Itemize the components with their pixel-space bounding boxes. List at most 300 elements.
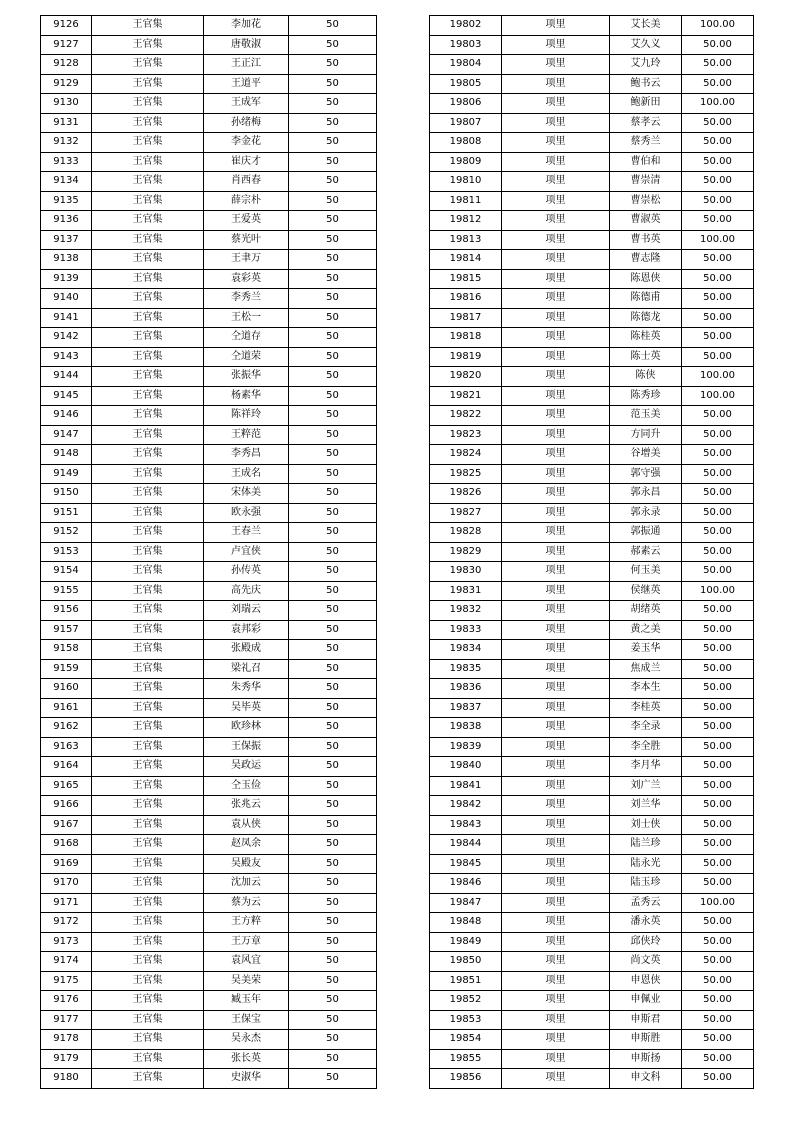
table-row <box>41 991 377 1011</box>
id-cell: 9177 <box>41 1010 92 1030</box>
amount-cell: 50.00 <box>682 464 754 484</box>
amount-cell: 50 <box>289 1030 377 1050</box>
id-cell: 9141 <box>41 308 92 328</box>
table-row <box>41 1069 377 1089</box>
name-cell: 卢宜侠 <box>204 542 289 562</box>
name-cell: 肖西春 <box>204 172 289 192</box>
id-cell: 9163 <box>41 737 92 757</box>
village-cell: 王官集 <box>92 796 204 816</box>
table-row <box>41 289 377 309</box>
name-cell: 张长英 <box>204 1049 289 1069</box>
amount-cell: 50 <box>289 854 377 874</box>
name-cell: 李本生 <box>610 679 682 699</box>
id-cell: 19849 <box>430 932 502 952</box>
table-row <box>41 1010 377 1030</box>
table-row <box>430 133 754 153</box>
table-row <box>430 308 754 328</box>
id-cell: 19814 <box>430 250 502 270</box>
table-row <box>430 932 754 952</box>
amount-cell: 50.00 <box>682 640 754 660</box>
id-cell: 19835 <box>430 659 502 679</box>
amount-cell: 50.00 <box>682 250 754 270</box>
village-cell: 王官集 <box>92 328 204 348</box>
village-cell: 王官集 <box>92 1069 204 1089</box>
amount-cell: 100.00 <box>682 230 754 250</box>
table-row <box>41 679 377 699</box>
name-cell: 方同升 <box>610 425 682 445</box>
amount-cell: 50.00 <box>682 484 754 504</box>
village-cell: 项里 <box>502 718 610 738</box>
village-cell: 王官集 <box>92 464 204 484</box>
name-cell: 曹伯和 <box>610 152 682 172</box>
name-cell: 王万章 <box>204 932 289 952</box>
id-cell: 19834 <box>430 640 502 660</box>
table-row <box>430 269 754 289</box>
name-cell: 沈加云 <box>204 874 289 894</box>
village-cell: 王官集 <box>92 347 204 367</box>
name-cell: 袁彩英 <box>204 269 289 289</box>
amount-cell: 50.00 <box>682 406 754 426</box>
village-cell: 王官集 <box>92 601 204 621</box>
name-cell: 陈士英 <box>610 347 682 367</box>
amount-cell: 50.00 <box>682 172 754 192</box>
village-cell: 王官集 <box>92 932 204 952</box>
village-cell: 王官集 <box>92 835 204 855</box>
village-cell: 王官集 <box>92 893 204 913</box>
amount-cell: 50.00 <box>682 1010 754 1030</box>
village-cell: 王官集 <box>92 757 204 777</box>
village-cell: 王官集 <box>92 737 204 757</box>
table-row <box>430 523 754 543</box>
amount-cell: 50 <box>289 445 377 465</box>
village-cell: 项里 <box>502 698 610 718</box>
name-cell: 高先庆 <box>204 581 289 601</box>
village-cell: 王官集 <box>92 581 204 601</box>
table-row <box>430 757 754 777</box>
amount-cell: 50 <box>289 932 377 952</box>
table-row <box>41 152 377 172</box>
id-cell: 9138 <box>41 250 92 270</box>
village-cell: 项里 <box>502 971 610 991</box>
village-cell: 项里 <box>502 230 610 250</box>
amount-cell: 50.00 <box>682 55 754 75</box>
village-cell: 王官集 <box>92 191 204 211</box>
name-cell: 李全胜 <box>610 737 682 757</box>
name-cell: 郝素云 <box>610 542 682 562</box>
village-cell: 项里 <box>502 542 610 562</box>
id-cell: 9143 <box>41 347 92 367</box>
amount-cell: 50 <box>289 737 377 757</box>
amount-cell: 50 <box>289 191 377 211</box>
amount-cell: 50.00 <box>682 269 754 289</box>
id-cell: 9161 <box>41 698 92 718</box>
amount-cell: 50 <box>289 815 377 835</box>
table-row <box>41 913 377 933</box>
village-cell: 项里 <box>502 854 610 874</box>
village-cell: 王官集 <box>92 172 204 192</box>
id-cell: 19836 <box>430 679 502 699</box>
amount-cell: 100.00 <box>682 581 754 601</box>
table-row <box>41 464 377 484</box>
left-table <box>40 15 377 1089</box>
name-cell: 曹崇松 <box>610 191 682 211</box>
amount-cell: 100.00 <box>682 386 754 406</box>
table-row <box>430 191 754 211</box>
id-cell: 19842 <box>430 796 502 816</box>
id-cell: 9132 <box>41 133 92 153</box>
name-cell: 臧玉年 <box>204 991 289 1011</box>
village-cell: 王官集 <box>92 562 204 582</box>
table-row <box>430 406 754 426</box>
amount-cell: 50 <box>289 211 377 231</box>
id-cell: 9178 <box>41 1030 92 1050</box>
amount-cell: 50.00 <box>682 1030 754 1050</box>
name-cell: 李月华 <box>610 757 682 777</box>
amount-cell: 50.00 <box>682 796 754 816</box>
table-row <box>41 133 377 153</box>
table-row <box>430 971 754 991</box>
name-cell: 吴美荣 <box>204 971 289 991</box>
id-cell: 19852 <box>430 991 502 1011</box>
name-cell: 吴殿友 <box>204 854 289 874</box>
table-row <box>430 601 754 621</box>
village-cell: 项里 <box>502 1049 610 1069</box>
name-cell: 侯继英 <box>610 581 682 601</box>
name-cell: 姜玉华 <box>610 640 682 660</box>
village-cell: 项里 <box>502 484 610 504</box>
id-cell: 9169 <box>41 854 92 874</box>
amount-cell: 50 <box>289 1049 377 1069</box>
village-cell: 项里 <box>502 601 610 621</box>
village-cell: 项里 <box>502 815 610 835</box>
name-cell: 邱侠玲 <box>610 932 682 952</box>
amount-cell: 50.00 <box>682 133 754 153</box>
name-cell: 欧永强 <box>204 503 289 523</box>
name-cell: 欧珍林 <box>204 718 289 738</box>
village-cell: 项里 <box>502 367 610 387</box>
id-cell: 9149 <box>41 464 92 484</box>
amount-cell: 50 <box>289 55 377 75</box>
table-row <box>430 1030 754 1050</box>
id-cell: 9142 <box>41 328 92 348</box>
amount-cell: 50.00 <box>682 191 754 211</box>
id-cell: 9160 <box>41 679 92 699</box>
id-cell: 9140 <box>41 289 92 309</box>
id-cell: 19851 <box>430 971 502 991</box>
table-row <box>430 16 754 36</box>
table-row <box>430 640 754 660</box>
id-cell: 9157 <box>41 620 92 640</box>
village-cell: 王官集 <box>92 854 204 874</box>
village-cell: 项里 <box>502 640 610 660</box>
id-cell: 19806 <box>430 94 502 114</box>
table-row <box>41 874 377 894</box>
table-row <box>430 679 754 699</box>
table-row <box>41 601 377 621</box>
name-cell: 刘兰华 <box>610 796 682 816</box>
table-row <box>430 1010 754 1030</box>
name-cell: 陈侠 <box>610 367 682 387</box>
amount-cell: 50.00 <box>682 815 754 835</box>
table-row <box>41 406 377 426</box>
name-cell: 申斯扬 <box>610 1049 682 1069</box>
amount-cell: 50 <box>289 308 377 328</box>
village-cell: 王官集 <box>92 289 204 309</box>
table-row <box>430 425 754 445</box>
village-cell: 王官集 <box>92 425 204 445</box>
village-cell: 项里 <box>502 269 610 289</box>
id-cell: 19820 <box>430 367 502 387</box>
amount-cell: 50 <box>289 659 377 679</box>
amount-cell: 50 <box>289 1069 377 1089</box>
table-row <box>430 250 754 270</box>
table-row <box>430 796 754 816</box>
name-cell: 王粹范 <box>204 425 289 445</box>
name-cell: 王松一 <box>204 308 289 328</box>
amount-cell: 50.00 <box>682 445 754 465</box>
amount-cell: 50 <box>289 230 377 250</box>
village-cell: 项里 <box>502 737 610 757</box>
name-cell: 申斯胜 <box>610 1030 682 1050</box>
name-cell: 鲍新田 <box>610 94 682 114</box>
village-cell: 项里 <box>502 35 610 55</box>
id-cell: 9165 <box>41 776 92 796</box>
name-cell: 仝玉俭 <box>204 776 289 796</box>
village-cell: 王官集 <box>92 542 204 562</box>
village-cell: 项里 <box>502 328 610 348</box>
amount-cell: 50.00 <box>682 601 754 621</box>
village-cell: 王官集 <box>92 74 204 94</box>
table-row <box>430 815 754 835</box>
village-cell: 王官集 <box>92 679 204 699</box>
amount-cell: 50 <box>289 425 377 445</box>
village-cell: 王官集 <box>92 35 204 55</box>
amount-cell: 100.00 <box>682 16 754 36</box>
amount-cell: 50 <box>289 152 377 172</box>
amount-cell: 100.00 <box>682 893 754 913</box>
amount-cell: 50 <box>289 952 377 972</box>
name-cell: 胡绪英 <box>610 601 682 621</box>
name-cell: 陈恩侠 <box>610 269 682 289</box>
amount-cell: 50 <box>289 367 377 387</box>
id-cell: 9139 <box>41 269 92 289</box>
village-cell: 王官集 <box>92 133 204 153</box>
id-cell: 19839 <box>430 737 502 757</box>
name-cell: 宋体美 <box>204 484 289 504</box>
id-cell: 9164 <box>41 757 92 777</box>
name-cell: 蔡为云 <box>204 893 289 913</box>
village-cell: 项里 <box>502 581 610 601</box>
name-cell: 蔡光叶 <box>204 230 289 250</box>
village-cell: 项里 <box>502 952 610 972</box>
name-cell: 王道平 <box>204 74 289 94</box>
name-cell: 申恩侠 <box>610 971 682 991</box>
table-row <box>41 835 377 855</box>
table-row <box>430 718 754 738</box>
id-cell: 19808 <box>430 133 502 153</box>
id-cell: 19856 <box>430 1069 502 1089</box>
village-cell: 王官集 <box>92 523 204 543</box>
id-cell: 9179 <box>41 1049 92 1069</box>
table-row <box>430 172 754 192</box>
id-cell: 9175 <box>41 971 92 991</box>
amount-cell: 50.00 <box>682 347 754 367</box>
id-cell: 19811 <box>430 191 502 211</box>
id-cell: 9148 <box>41 445 92 465</box>
table-row <box>430 347 754 367</box>
village-cell: 项里 <box>502 74 610 94</box>
amount-cell: 50.00 <box>682 1049 754 1069</box>
name-cell: 李全录 <box>610 718 682 738</box>
left-table-body <box>41 16 377 1089</box>
table-row <box>41 74 377 94</box>
name-cell: 李桂英 <box>610 698 682 718</box>
amount-cell: 50 <box>289 250 377 270</box>
name-cell: 焦成兰 <box>610 659 682 679</box>
name-cell: 谷增美 <box>610 445 682 465</box>
amount-cell: 50.00 <box>682 328 754 348</box>
amount-cell: 50.00 <box>682 562 754 582</box>
name-cell: 史淑华 <box>204 1069 289 1089</box>
id-cell: 9130 <box>41 94 92 114</box>
id-cell: 9152 <box>41 523 92 543</box>
amount-cell: 50.00 <box>682 952 754 972</box>
village-cell: 项里 <box>502 445 610 465</box>
village-cell: 王官集 <box>92 445 204 465</box>
village-cell: 项里 <box>502 757 610 777</box>
id-cell: 9137 <box>41 230 92 250</box>
id-cell: 9150 <box>41 484 92 504</box>
name-cell: 申文科 <box>610 1069 682 1089</box>
id-cell: 19853 <box>430 1010 502 1030</box>
village-cell: 项里 <box>502 503 610 523</box>
id-cell: 19837 <box>430 698 502 718</box>
village-cell: 王官集 <box>92 308 204 328</box>
table-row <box>41 367 377 387</box>
id-cell: 9172 <box>41 913 92 933</box>
table-row <box>41 581 377 601</box>
table-row <box>430 35 754 55</box>
id-cell: 9134 <box>41 172 92 192</box>
id-cell: 19850 <box>430 952 502 972</box>
amount-cell: 50 <box>289 503 377 523</box>
amount-cell: 50 <box>289 16 377 36</box>
amount-cell: 50 <box>289 893 377 913</box>
name-cell: 赵凤余 <box>204 835 289 855</box>
name-cell: 范玉美 <box>610 406 682 426</box>
village-cell: 王官集 <box>92 211 204 231</box>
table-row <box>430 230 754 250</box>
id-cell: 9162 <box>41 718 92 738</box>
table-row <box>430 464 754 484</box>
id-cell: 19828 <box>430 523 502 543</box>
table-row <box>41 386 377 406</box>
amount-cell: 50.00 <box>682 737 754 757</box>
amount-cell: 50 <box>289 835 377 855</box>
village-cell: 项里 <box>502 1010 610 1030</box>
table-row <box>430 74 754 94</box>
name-cell: 艾长美 <box>610 16 682 36</box>
table-row <box>430 659 754 679</box>
village-cell: 项里 <box>502 464 610 484</box>
table-row <box>430 581 754 601</box>
table-row <box>41 172 377 192</box>
name-cell: 王保宝 <box>204 1010 289 1030</box>
table-row <box>430 1069 754 1089</box>
id-cell: 19810 <box>430 172 502 192</box>
name-cell: 尚文英 <box>610 952 682 972</box>
id-cell: 9170 <box>41 874 92 894</box>
village-cell: 王官集 <box>92 952 204 972</box>
amount-cell: 50 <box>289 269 377 289</box>
name-cell: 蔡秀兰 <box>610 133 682 153</box>
name-cell: 仝道荣 <box>204 347 289 367</box>
amount-cell: 50 <box>289 94 377 114</box>
name-cell: 曹崇清 <box>610 172 682 192</box>
table-row <box>41 698 377 718</box>
name-cell: 唐敬淑 <box>204 35 289 55</box>
table-row <box>41 484 377 504</box>
id-cell: 9127 <box>41 35 92 55</box>
name-cell: 陈桂英 <box>610 328 682 348</box>
id-cell: 19829 <box>430 542 502 562</box>
name-cell: 孙绪梅 <box>204 113 289 133</box>
amount-cell: 50 <box>289 172 377 192</box>
amount-cell: 50 <box>289 991 377 1011</box>
name-cell: 潘永英 <box>610 913 682 933</box>
village-cell: 王官集 <box>92 698 204 718</box>
amount-cell: 50 <box>289 523 377 543</box>
amount-cell: 50.00 <box>682 698 754 718</box>
id-cell: 19822 <box>430 406 502 426</box>
id-cell: 9155 <box>41 581 92 601</box>
id-cell: 19846 <box>430 874 502 894</box>
amount-cell: 50 <box>289 796 377 816</box>
village-cell: 项里 <box>502 991 610 1011</box>
name-cell: 王爱英 <box>204 211 289 231</box>
table-row <box>41 55 377 75</box>
id-cell: 19819 <box>430 347 502 367</box>
id-cell: 19833 <box>430 620 502 640</box>
id-cell: 9136 <box>41 211 92 231</box>
table-row <box>41 503 377 523</box>
village-cell: 项里 <box>502 835 610 855</box>
village-cell: 项里 <box>502 1069 610 1089</box>
village-cell: 项里 <box>502 191 610 211</box>
id-cell: 19841 <box>430 776 502 796</box>
amount-cell: 50.00 <box>682 211 754 231</box>
id-cell: 9133 <box>41 152 92 172</box>
table-row <box>41 737 377 757</box>
name-cell: 曹书英 <box>610 230 682 250</box>
name-cell: 李秀兰 <box>204 289 289 309</box>
table-row <box>430 698 754 718</box>
amount-cell: 50.00 <box>682 971 754 991</box>
name-cell: 黄之美 <box>610 620 682 640</box>
table-row <box>41 211 377 231</box>
table-row <box>430 893 754 913</box>
village-cell: 项里 <box>502 425 610 445</box>
table-row <box>41 16 377 36</box>
id-cell: 9126 <box>41 16 92 36</box>
name-cell: 王聿万 <box>204 250 289 270</box>
amount-cell: 50 <box>289 679 377 699</box>
name-cell: 郭振通 <box>610 523 682 543</box>
name-cell: 陈祥玲 <box>204 406 289 426</box>
table-row <box>41 932 377 952</box>
id-cell: 19805 <box>430 74 502 94</box>
amount-cell: 50 <box>289 776 377 796</box>
